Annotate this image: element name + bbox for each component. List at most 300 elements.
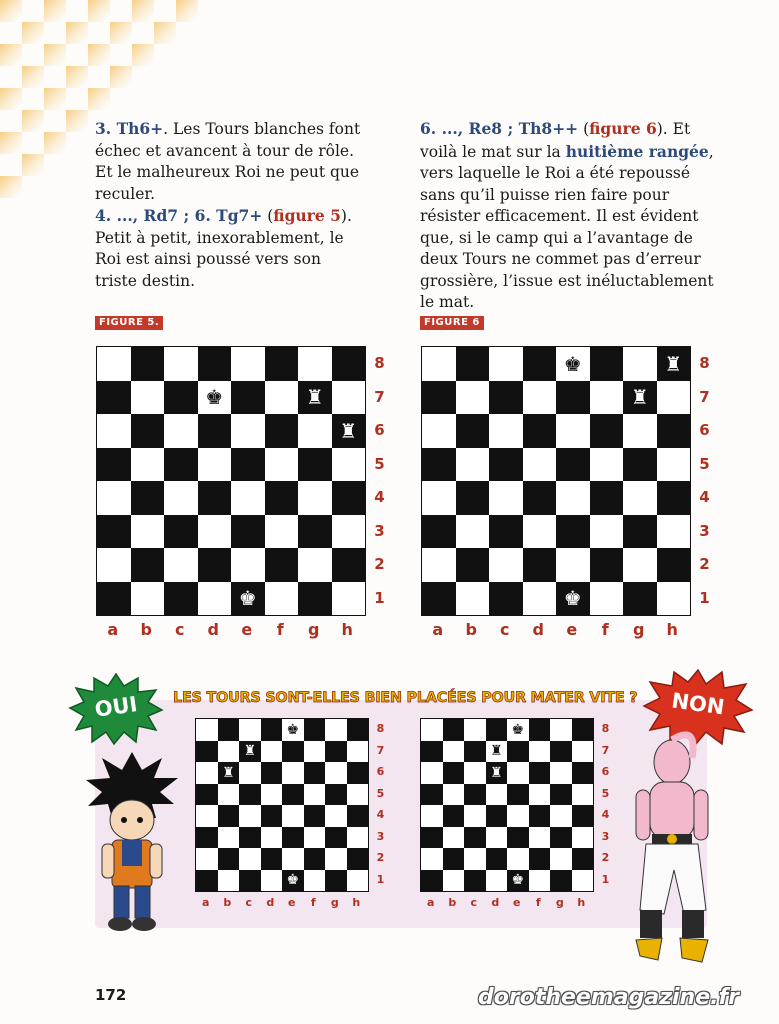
file-label: a <box>202 896 210 909</box>
board-square <box>231 548 265 582</box>
board-square <box>332 481 366 515</box>
board-square <box>231 481 265 515</box>
board-square <box>572 784 594 806</box>
board-square <box>572 827 594 849</box>
board-square <box>131 548 165 582</box>
board-square <box>421 741 443 763</box>
black-king-icon: ♚ <box>563 351 582 376</box>
file-label: b <box>223 896 232 909</box>
board-square <box>550 805 572 827</box>
board-square <box>422 548 456 582</box>
board-square <box>304 719 326 741</box>
board-square <box>332 515 366 549</box>
board-square <box>507 784 529 806</box>
board-square <box>261 741 283 763</box>
figure-reference: figure 5 <box>273 206 341 225</box>
board-square <box>298 347 332 381</box>
board-square <box>239 805 261 827</box>
board-square <box>507 805 529 827</box>
board-square <box>347 784 369 806</box>
white-rook-icon: ♜ <box>305 385 324 410</box>
rank-label: 5 <box>601 786 610 800</box>
board-square <box>265 414 299 448</box>
file-label: a <box>427 896 435 909</box>
board-square <box>325 870 347 892</box>
file-label: a <box>107 620 119 639</box>
file-label: e <box>566 620 578 639</box>
board-square <box>623 481 657 515</box>
board-square <box>556 515 590 549</box>
board-square <box>261 870 283 892</box>
board-square <box>456 515 490 549</box>
board-square <box>489 481 523 515</box>
chessboard-quiz-non <box>420 718 594 892</box>
board-square <box>239 784 261 806</box>
board-square <box>421 762 443 784</box>
board-square <box>304 762 326 784</box>
rank-label: 3 <box>376 829 385 843</box>
rank-label: 1 <box>376 872 385 886</box>
board-square <box>198 515 232 549</box>
board-square <box>507 762 529 784</box>
board-square <box>556 548 590 582</box>
figure-5-label: FIGURE 5. <box>95 316 163 330</box>
board-square <box>347 827 369 849</box>
board-square <box>486 870 508 892</box>
board-square <box>422 414 456 448</box>
board-square <box>523 481 557 515</box>
board-square <box>298 515 332 549</box>
rank-label: 5 <box>699 454 710 473</box>
board-square <box>572 741 594 763</box>
board-square <box>196 762 218 784</box>
move-notation: 6. ..., Re8 ; Th8++ <box>420 119 579 138</box>
board-square <box>572 848 594 870</box>
watermark: dorotheemagazine.fr <box>478 985 739 1010</box>
paragraph-text: ). Et voilà le mat sur la <box>420 120 691 161</box>
rank-label: 6 <box>376 765 385 779</box>
board-square <box>304 848 326 870</box>
rank-label: 8 <box>601 722 610 736</box>
board-square <box>164 515 198 549</box>
board-square <box>218 784 240 806</box>
board-square <box>164 448 198 482</box>
rank-label: 1 <box>699 588 710 607</box>
white-king-icon: ♚ <box>286 872 300 889</box>
board-square <box>486 719 508 741</box>
board-square <box>529 870 551 892</box>
file-label: f <box>601 620 609 639</box>
board-square <box>196 870 218 892</box>
board-square <box>489 381 523 415</box>
board-square <box>198 347 232 381</box>
board-square <box>590 515 624 549</box>
board-square <box>332 582 366 616</box>
board-square <box>550 762 572 784</box>
rank-label: 7 <box>376 743 385 757</box>
board-square <box>421 827 443 849</box>
chessboard-figure-5 <box>96 346 366 616</box>
chessboard-quiz-oui <box>195 718 369 892</box>
board-square <box>196 741 218 763</box>
board-square <box>422 481 456 515</box>
board-square <box>347 762 369 784</box>
board-square <box>529 848 551 870</box>
board-square <box>164 414 198 448</box>
paren-open: ( <box>262 207 274 225</box>
paren-close: ). <box>340 207 352 225</box>
board-square <box>421 784 443 806</box>
board-square <box>550 719 572 741</box>
board-square <box>421 848 443 870</box>
board-square <box>623 548 657 582</box>
board-square <box>550 741 572 763</box>
rank-label: 7 <box>374 387 385 406</box>
rank-label: 2 <box>374 555 385 574</box>
board-square <box>239 848 261 870</box>
board-square <box>347 719 369 741</box>
board-square <box>261 762 283 784</box>
board-square <box>464 848 486 870</box>
board-square <box>489 515 523 549</box>
board-square <box>489 347 523 381</box>
board-square <box>196 784 218 806</box>
majin-buu-character-illustration <box>628 730 710 966</box>
board-square <box>464 719 486 741</box>
board-square <box>489 414 523 448</box>
board-square <box>97 347 131 381</box>
paragraph-text: Petit à petit, inexorablement, le Roi est ainsi poussé vers son triste destin. <box>95 228 344 290</box>
board-square <box>657 481 691 515</box>
board-square <box>464 784 486 806</box>
file-label: h <box>577 896 586 909</box>
board-square <box>422 448 456 482</box>
board-square <box>550 848 572 870</box>
board-square <box>239 827 261 849</box>
board-square <box>304 784 326 806</box>
board-square <box>265 381 299 415</box>
board-square <box>523 381 557 415</box>
board-square <box>590 481 624 515</box>
board-square <box>196 719 218 741</box>
file-label: b <box>140 620 152 639</box>
white-rook-icon: ♜ <box>243 743 257 760</box>
board-square <box>486 784 508 806</box>
board-square <box>265 515 299 549</box>
board-square <box>325 848 347 870</box>
board-square <box>422 347 456 381</box>
board-square <box>523 582 557 616</box>
board-square <box>265 448 299 482</box>
rank-label: 4 <box>376 808 385 822</box>
rank-label: 3 <box>601 829 610 843</box>
board-square <box>550 870 572 892</box>
board-square <box>97 548 131 582</box>
white-rook-icon: ♜ <box>664 351 683 376</box>
paren-open: ( <box>578 120 590 138</box>
paragraph-move-3 <box>95 118 365 205</box>
board-square <box>529 762 551 784</box>
paragraph-text: , vers laquelle le Roi a été repoussé sans qu’il puisse rien faire pour résister efficacement. Il est évident que, si le camp qui a l’avantage de deux Tours ne commet pas d’erreur grossière, l’issue est inéluctablement le mat. <box>420 142 714 311</box>
board-square <box>421 805 443 827</box>
file-label: f <box>310 896 316 909</box>
rank-label: 4 <box>374 488 385 507</box>
board-square <box>422 582 456 616</box>
board-square <box>529 741 551 763</box>
board-square <box>282 805 304 827</box>
board-square <box>464 805 486 827</box>
board-square <box>464 827 486 849</box>
board-square <box>550 827 572 849</box>
board-square <box>486 848 508 870</box>
board-square <box>304 741 326 763</box>
board-square <box>422 515 456 549</box>
board-square <box>507 741 529 763</box>
board-square <box>265 481 299 515</box>
file-label: c <box>175 620 185 639</box>
board-square <box>198 582 232 616</box>
board-square <box>304 805 326 827</box>
board-square <box>523 347 557 381</box>
board-square <box>97 414 131 448</box>
board-square <box>265 582 299 616</box>
chessboard-figure-6 <box>421 346 691 616</box>
board-square <box>131 448 165 482</box>
board-square <box>572 762 594 784</box>
file-label: h <box>352 896 361 909</box>
board-square <box>231 515 265 549</box>
file-label: a <box>432 620 444 639</box>
board-square <box>304 827 326 849</box>
board-square <box>456 347 490 381</box>
white-king-icon: ♚ <box>511 872 525 889</box>
board-square <box>489 448 523 482</box>
board-square <box>523 548 557 582</box>
board-square <box>443 827 465 849</box>
board-square <box>529 827 551 849</box>
board-square <box>298 481 332 515</box>
board-square <box>590 347 624 381</box>
board-square <box>456 381 490 415</box>
board-square <box>231 347 265 381</box>
goten-character-illustration <box>82 748 182 934</box>
file-label: c <box>500 620 510 639</box>
board-square <box>239 719 261 741</box>
black-king-icon: ♚ <box>511 721 525 738</box>
board-square <box>325 805 347 827</box>
board-square <box>261 827 283 849</box>
white-rook-icon: ♜ <box>489 743 503 760</box>
board-square <box>298 414 332 448</box>
board-square <box>325 762 347 784</box>
board-square <box>464 741 486 763</box>
file-label: b <box>448 896 457 909</box>
board-square <box>282 741 304 763</box>
board-square <box>657 414 691 448</box>
rank-label: 6 <box>374 421 385 440</box>
rank-label: 7 <box>699 387 710 406</box>
board-square <box>443 848 465 870</box>
board-square <box>623 448 657 482</box>
board-square <box>623 414 657 448</box>
board-square <box>282 762 304 784</box>
board-square <box>325 827 347 849</box>
file-label: f <box>276 620 284 639</box>
rank-label: 5 <box>374 454 385 473</box>
board-square <box>97 582 131 616</box>
white-rook-icon: ♜ <box>489 764 503 781</box>
board-square <box>196 805 218 827</box>
white-king-icon: ♚ <box>563 586 582 611</box>
board-square <box>218 805 240 827</box>
board-square <box>623 582 657 616</box>
white-rook-icon: ♜ <box>221 764 235 781</box>
board-square <box>131 481 165 515</box>
quiz-title: LES TOURS SONT-ELLES BIEN PLACÉES POUR MATER VITE ? <box>173 690 638 706</box>
board-square <box>164 548 198 582</box>
board-square <box>456 414 490 448</box>
black-king-icon: ♚ <box>286 721 300 738</box>
board-square <box>325 719 347 741</box>
white-rook-icon: ♜ <box>630 385 649 410</box>
board-square <box>325 741 347 763</box>
board-square <box>198 481 232 515</box>
board-square <box>332 548 366 582</box>
board-square <box>282 784 304 806</box>
board-square <box>131 515 165 549</box>
board-square <box>325 784 347 806</box>
figure-reference: figure 6 <box>589 119 657 138</box>
board-square <box>131 347 165 381</box>
rank-label: 8 <box>374 354 385 373</box>
board-square <box>97 481 131 515</box>
board-square <box>239 762 261 784</box>
board-square <box>198 548 232 582</box>
board-square <box>97 448 131 482</box>
board-square <box>556 481 590 515</box>
board-square <box>332 347 366 381</box>
file-label: e <box>288 896 296 909</box>
rank-label: 5 <box>376 786 385 800</box>
rank-label: 7 <box>601 743 610 757</box>
left-text-column <box>95 118 365 292</box>
board-square <box>131 414 165 448</box>
board-square <box>282 848 304 870</box>
paragraph-move-6 <box>420 118 720 314</box>
file-label: g <box>633 620 645 639</box>
file-label: e <box>513 896 521 909</box>
board-square <box>443 762 465 784</box>
board-square <box>218 848 240 870</box>
board-square <box>590 582 624 616</box>
board-square <box>282 827 304 849</box>
rank-label: 4 <box>699 488 710 507</box>
board-square <box>261 784 283 806</box>
board-square <box>218 741 240 763</box>
board-square <box>347 805 369 827</box>
board-square <box>657 448 691 482</box>
board-square <box>456 582 490 616</box>
board-square <box>550 784 572 806</box>
board-square <box>261 805 283 827</box>
board-square <box>623 515 657 549</box>
board-square <box>198 414 232 448</box>
board-square <box>239 870 261 892</box>
board-square <box>590 448 624 482</box>
black-king-icon: ♚ <box>205 385 224 410</box>
board-square <box>489 548 523 582</box>
board-square <box>164 582 198 616</box>
board-square <box>572 805 594 827</box>
board-square <box>556 381 590 415</box>
board-square <box>196 848 218 870</box>
file-label: d <box>532 620 544 639</box>
board-square <box>198 448 232 482</box>
board-square <box>572 870 594 892</box>
board-square <box>261 848 283 870</box>
rank-label: 6 <box>601 765 610 779</box>
board-square <box>298 548 332 582</box>
board-square <box>443 719 465 741</box>
file-label: g <box>555 896 564 909</box>
board-square <box>443 784 465 806</box>
board-square <box>231 381 265 415</box>
file-label: f <box>535 896 541 909</box>
white-king-icon: ♚ <box>238 586 257 611</box>
board-square <box>486 827 508 849</box>
board-square <box>590 414 624 448</box>
paragraph-move-4 <box>95 205 365 292</box>
rank-label: 1 <box>374 588 385 607</box>
board-square <box>347 741 369 763</box>
board-square <box>347 848 369 870</box>
board-square <box>218 870 240 892</box>
board-square <box>529 805 551 827</box>
board-square <box>657 582 691 616</box>
board-square <box>218 719 240 741</box>
file-label: c <box>470 896 478 909</box>
board-square <box>572 719 594 741</box>
board-square <box>304 870 326 892</box>
board-square <box>347 870 369 892</box>
board-square <box>164 381 198 415</box>
rank-label: 6 <box>699 421 710 440</box>
board-square <box>164 347 198 381</box>
board-square <box>523 414 557 448</box>
board-square <box>456 548 490 582</box>
board-square <box>590 381 624 415</box>
file-label: h <box>666 620 678 639</box>
board-square <box>456 481 490 515</box>
board-square <box>464 762 486 784</box>
board-square <box>486 805 508 827</box>
quiz-panel <box>95 700 707 928</box>
file-label: e <box>241 620 253 639</box>
board-square <box>523 515 557 549</box>
file-label: d <box>207 620 219 639</box>
figure-6-label: FIGURE 6 <box>420 316 484 330</box>
board-square <box>507 848 529 870</box>
board-square <box>657 381 691 415</box>
board-square <box>422 381 456 415</box>
board-square <box>265 548 299 582</box>
file-label: c <box>245 896 253 909</box>
board-square <box>332 381 366 415</box>
rank-label: 4 <box>601 808 610 822</box>
move-notation: 4. ..., Rd7 ; 6. Tg7+ <box>95 206 263 225</box>
board-square <box>464 870 486 892</box>
board-square <box>332 448 366 482</box>
